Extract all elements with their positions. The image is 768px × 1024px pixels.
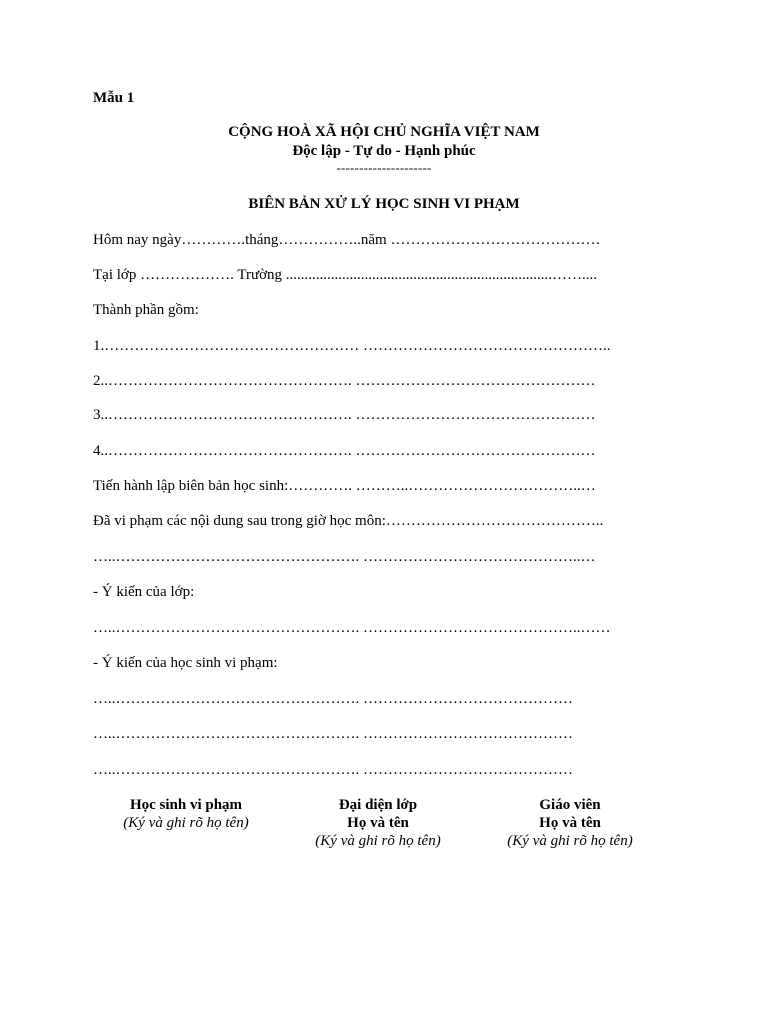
student-opinion-line-2: …..…………………………………………. ……………………………………	[93, 726, 573, 742]
student-opinion-label: - Ý kiến của học sinh vi phạm:	[93, 655, 278, 671]
signature-student	[96, 796, 276, 832]
signature-teacher-name-label: Họ và tên	[539, 815, 601, 831]
member-3-line: 3..…………………………………………. …………………………………………	[93, 407, 596, 423]
signature-class-rep-name-label: Họ và tên	[347, 815, 409, 831]
signature-class-rep-note: (Ký và ghi rõ họ tên)	[315, 833, 441, 849]
signature-student-note: (Ký và ghi rõ họ tên)	[123, 815, 249, 831]
student-opinion-line-3: …..…………………………………………. ……………………………………	[93, 762, 573, 778]
member-2-line: 2..…………………………………………. …………………………………………	[93, 373, 596, 389]
student-field: Tiến hành lập biên bản học sinh:…………. ………..……………………………..…	[93, 478, 596, 494]
member-4-line: 4..…………………………………………. …………………………………………	[93, 443, 596, 459]
violation-line: …..…………………………………………. ……………………………………..…	[93, 549, 596, 565]
signature-teacher-note: (Ký và ghi rõ họ tên)	[507, 833, 633, 849]
signature-student-title: Học sinh vi phạm	[129, 797, 243, 813]
violation-field: Đã vi phạm các nội dung sau trong giờ học môn:……………………………………..	[93, 513, 604, 529]
class-opinion-label: - Ý kiến của lớp:	[93, 584, 195, 600]
country-heading: CỘNG HOÀ XÃ HỘI CHỦ NGHĨA VIỆT NAM	[228, 124, 540, 140]
national-motto: Độc lập - Tự do - Hạnh phúc	[292, 143, 476, 159]
class-opinion-line: …..…………………………………………. ……………………………………..……	[93, 620, 611, 636]
header-divider: ---------------------	[336, 160, 432, 175]
class-school-field: Tại lớp ………………. Trường .......................................................................……....	[93, 267, 598, 283]
signature-class-rep-title: Đại diện lớp	[338, 797, 418, 813]
form-code: Mẫu 1	[93, 90, 135, 106]
document-title: BIÊN BẢN XỬ LÝ HỌC SINH VI PHẠM	[248, 196, 520, 212]
signature-class-rep	[288, 796, 468, 850]
member-1-line: 1.…………………………………………… …………………………………………..	[93, 338, 611, 354]
student-opinion-line-1: …..…………………………………………. ……………………………………	[93, 691, 573, 707]
date-field: Hôm nay ngày………….tháng……………..năm ……………………………………	[93, 232, 601, 248]
members-label: Thành phần gồm:	[93, 302, 199, 318]
signature-teacher-title: Giáo viên	[539, 797, 601, 813]
signature-teacher	[480, 796, 660, 850]
